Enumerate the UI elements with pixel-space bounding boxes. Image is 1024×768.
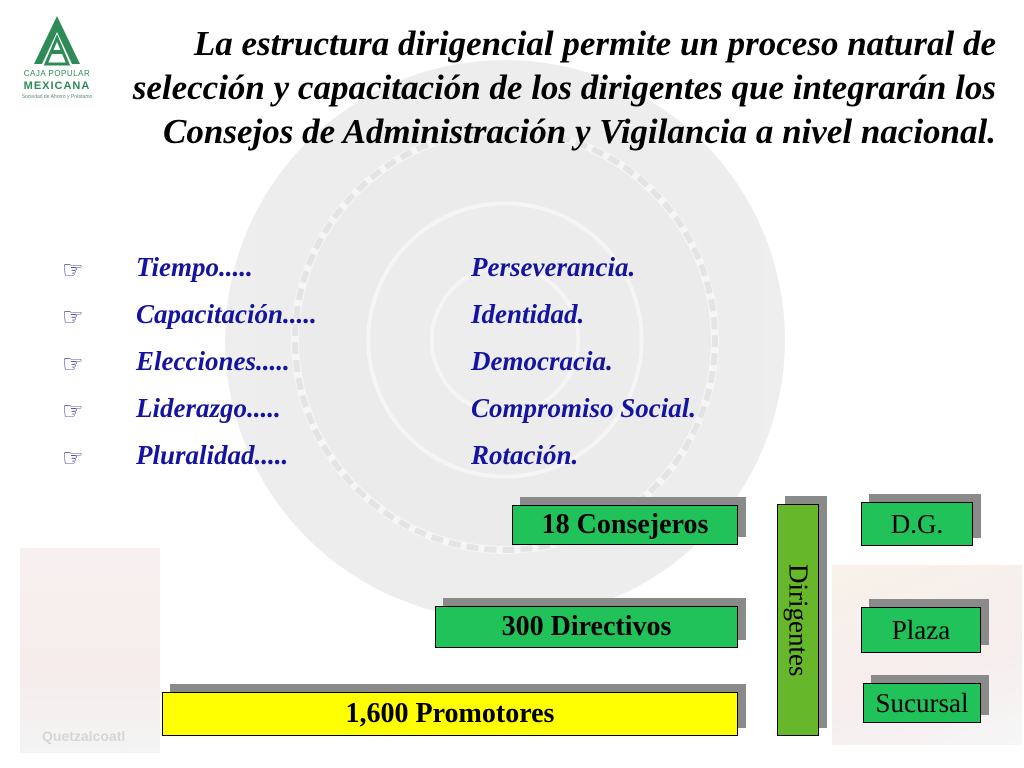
pointing-hand-icon: ☞ [62,444,84,472]
bullet-item [62,440,782,487]
plaza-box [861,607,981,653]
logo-line1: CAJA POPULAR [23,69,91,78]
bullet-left-text: Elecciones..... [136,346,290,376]
bullet-right-text: Rotación. [471,440,579,470]
quetzalcoatl-caption: Quetzalcoatl [42,728,126,744]
bullet-item [62,346,782,393]
pyramid-logo-icon [32,14,82,66]
pointing-hand-icon: ☞ [62,256,84,284]
quetzalcoatl-watermark [20,548,160,753]
logo [14,14,100,106]
consejeros-box [512,505,738,545]
dirigentes-box [777,504,819,736]
bullet-item [62,299,782,346]
plaza-label: Plaza [891,614,951,645]
consejeros-label: 18 Consejeros [541,509,709,540]
sucursal-label: Sucursal [875,687,969,718]
slide-title: La estructura dirigencial permite un proceso natural de selección y capacitación de los dirigentes que integrarán los Consejos de Administración y Vigilancia a nivel nacional. [132,24,996,151]
directivos-box [435,606,738,648]
directivos-label: 300 Directivos [501,611,672,642]
pointing-hand-icon: ☞ [62,350,84,378]
dirigentes-label: Dirigentes [783,563,814,677]
bullet-left-text: Capacitación..... [136,299,317,329]
logo-line3: Sociedad de Ahorro y Préstamo [21,94,93,100]
logo-line2: MEXICANA [23,80,91,92]
pointing-hand-icon: ☞ [62,397,84,425]
bullet-right-text: Identidad. [471,299,585,329]
bullet-left-text: Pluralidad..... [136,440,289,470]
bullet-list [62,252,782,487]
sucursal-box [863,683,981,723]
promotores-box [162,692,738,736]
bullet-left-text: Tiempo..... [136,252,253,282]
dg-box [861,502,973,546]
bullet-item [62,393,782,440]
bullet-right-text: Compromiso Social. [471,393,697,423]
bullet-right-text: Perseverancia. [471,252,636,282]
dg-label: D.G. [890,508,944,539]
bullet-item [62,252,782,299]
promotores-label: 1,600 Promotores [345,698,555,729]
pointing-hand-icon: ☞ [62,303,84,331]
bullet-right-text: Democracia. [471,346,613,376]
bullet-left-text: Liderazgo..... [136,393,281,423]
